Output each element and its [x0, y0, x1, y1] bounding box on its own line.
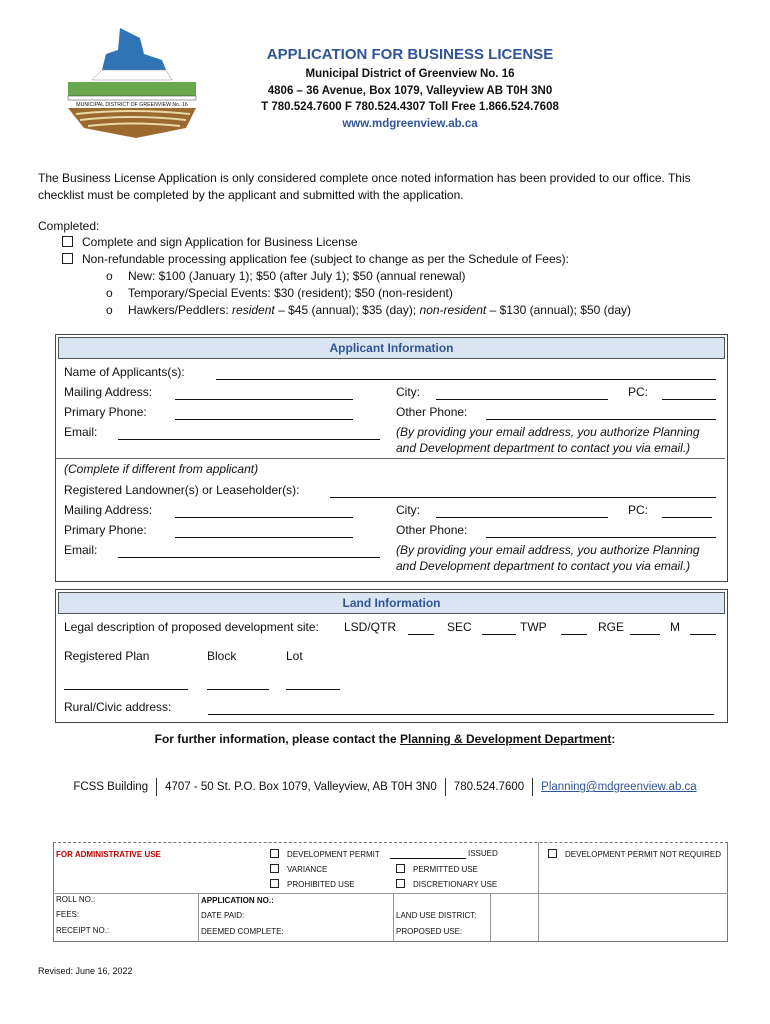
lot-label: Lot [286, 649, 303, 663]
landowner-primary-phone-field[interactable] [175, 526, 353, 538]
primary-phone-label: Primary Phone: [64, 523, 147, 537]
divider [393, 893, 394, 941]
other-phone-label: Other Phone: [396, 405, 468, 419]
block-field[interactable] [207, 678, 269, 690]
pc-field[interactable] [662, 388, 716, 400]
landowner-mailing-field[interactable] [175, 506, 353, 518]
rural-civic-label: Rural/Civic address: [64, 700, 172, 714]
other-phone-field[interactable] [486, 408, 716, 420]
department-phone: 780.524.7600 [453, 781, 525, 794]
pc-label: PC: [628, 385, 649, 399]
variance-option: VARIANCE [270, 864, 327, 874]
sec-label: SEC [447, 620, 472, 634]
landowner-pc-field[interactable] [662, 506, 712, 518]
checkbox[interactable] [270, 849, 279, 858]
contact-info-bar [0, 778, 770, 796]
fee-item-temporary: o Temporary/Special Events: $30 (resident); $50 (non-resident) [106, 286, 453, 300]
pc-label: PC: [628, 503, 649, 517]
page-title: APPLICATION FOR BUSINESS LICENSE [266, 46, 554, 63]
divider [198, 893, 199, 941]
prohibited-use-option: PROHIBITED USE [270, 879, 355, 889]
city-label: City: [396, 503, 420, 517]
fees-label: FEES: [56, 910, 80, 919]
different-note: (Complete if different from applicant) [64, 462, 259, 476]
org-address: 4806 – 36 Avenue, Box 1079, Valleyview AB T0H 3N0 [267, 85, 553, 97]
rge-field[interactable] [630, 623, 660, 635]
discretionary-use-option: DISCRETIONARY USE [396, 879, 497, 889]
landowner-label: Registered Landowner(s) or Leaseholder(s): [64, 483, 300, 497]
checkbox[interactable] [62, 253, 73, 264]
name-label: Name of Applicants(s): [64, 365, 185, 379]
divider [53, 941, 728, 942]
email-label: Email: [64, 543, 98, 557]
website-link[interactable]: www.mdgreenview.ab.ca [342, 118, 478, 130]
city-label: City: [396, 385, 420, 399]
org-name: Municipal District of Greenview No. 16 [305, 68, 515, 80]
fee-item-hawkers: o Hawkers/Peddlers: resident – $45 (annual); $35 (day); non-resident – $130 (annual); $50 (day) [106, 303, 631, 317]
roll-no-label: ROLL NO.: [56, 895, 96, 904]
registered-plan-label: Registered Plan [64, 649, 150, 663]
application-no-label: APPLICATION NO.: [201, 896, 274, 905]
revised-date: Revised: June 16, 2022 [38, 966, 133, 976]
land-section-title: Land Information [58, 592, 725, 614]
date-paid-label: DATE PAID: [201, 911, 245, 920]
twp-field[interactable] [561, 623, 587, 635]
building-name: FCSS Building [73, 781, 149, 794]
m-label: M [670, 620, 680, 634]
checklist-heading: Completed: [38, 219, 100, 233]
m-field[interactable] [690, 623, 716, 635]
lot-field[interactable] [286, 678, 340, 690]
landowner-city-field[interactable] [436, 506, 608, 518]
divider [490, 893, 491, 941]
primary-phone-field[interactable] [175, 408, 353, 420]
receipt-no-label: RECEIPT NO.: [56, 926, 110, 935]
proposed-use-label: PROPOSED USE: [396, 927, 463, 936]
rural-civic-field[interactable] [208, 703, 714, 715]
lsd-field[interactable] [408, 623, 434, 635]
checkbox[interactable] [62, 236, 73, 247]
email-consent-note: and Development department to contact you via email.) [396, 441, 691, 455]
mailing-label: Mailing Address: [64, 503, 153, 517]
permitted-use-option: PERMITTED USE [396, 864, 478, 874]
legal-description-label: Legal description of proposed development site: [64, 620, 319, 634]
landowner-email-field[interactable] [118, 546, 380, 558]
mailing-label: Mailing Address: [64, 385, 153, 399]
email-consent-note: (By providing your email address, you authorize Planning [396, 425, 700, 439]
deemed-complete-label: DEEMED COMPLETE: [201, 927, 284, 936]
org-phones: T 780.524.7600 F 780.524.4307 Toll Free 1.866.524.7608 [261, 101, 559, 113]
landowner-field[interactable] [330, 486, 716, 498]
sec-field[interactable] [482, 623, 516, 635]
email-field[interactable] [118, 428, 380, 440]
intro-text: The Business License Application is only considered complete once noted information has been provided to our office. This checklist must be completed by the applicant and submitted with the application. [38, 171, 691, 202]
logo-text: MUNICIPAL DISTRICT OF GREENVIEW No. 16 [76, 102, 188, 108]
city-field[interactable] [436, 388, 608, 400]
email-consent-note: (By providing your email address, you authorize Planning [396, 543, 700, 557]
checkbox[interactable] [270, 879, 279, 888]
building-address: 4707 - 50 St. P.O. Box 1079, Valleyview, AB T0H 3N0 [165, 781, 437, 794]
checkbox[interactable] [396, 864, 405, 873]
divider [56, 458, 725, 459]
issued-label: ISSUED [468, 849, 498, 858]
divider [445, 778, 446, 796]
registered-plan-field[interactable] [64, 678, 188, 690]
checklist-item: Non-refundable processing application fee (subject to change as per the Schedule of Fees): [62, 251, 569, 268]
mailing-field[interactable] [175, 388, 353, 400]
checklist-item: Complete and sign Application for Business License [62, 234, 358, 251]
twp-label: TWP [520, 620, 547, 634]
admin-use-label: FOR ADMINISTRATIVE USE [56, 850, 161, 859]
email-consent-note: and Development department to contact you via email.) [396, 559, 691, 573]
land-use-district-label: LAND USE DISTRICT: [396, 911, 477, 920]
fee-item-new: o New: $100 (January 1); $50 (after July 1); $50 (annual renewal) [106, 269, 466, 283]
contact-line: For further information, please contact the Planning & Development Department: [154, 732, 616, 746]
checkbox[interactable] [270, 864, 279, 873]
divider [532, 778, 533, 796]
landowner-other-phone-field[interactable] [486, 526, 716, 538]
block-label: Block [207, 649, 237, 663]
other-phone-label: Other Phone: [396, 523, 468, 537]
department-email-link[interactable]: Planning@mdgreenview.ab.ca [541, 781, 697, 794]
primary-phone-label: Primary Phone: [64, 405, 147, 419]
divider [156, 778, 157, 796]
rge-label: RGE [598, 620, 625, 634]
name-field[interactable] [216, 368, 716, 380]
md-greenview-logo [62, 24, 202, 140]
checkbox[interactable] [396, 879, 405, 888]
divider [53, 842, 54, 942]
divider [53, 893, 728, 894]
dev-permit-field[interactable] [390, 849, 466, 859]
divider [538, 842, 539, 942]
divider [727, 842, 728, 942]
lsd-label: LSD/QTR [344, 620, 397, 634]
not-required-option: DEVELOPMENT PERMIT NOT REQUIRED [548, 849, 721, 859]
applicant-section-title: Applicant Information [58, 337, 725, 359]
checkbox[interactable] [548, 849, 557, 858]
email-label: Email: [64, 425, 98, 439]
dev-permit-option: DEVELOPMENT PERMIT [270, 849, 380, 859]
